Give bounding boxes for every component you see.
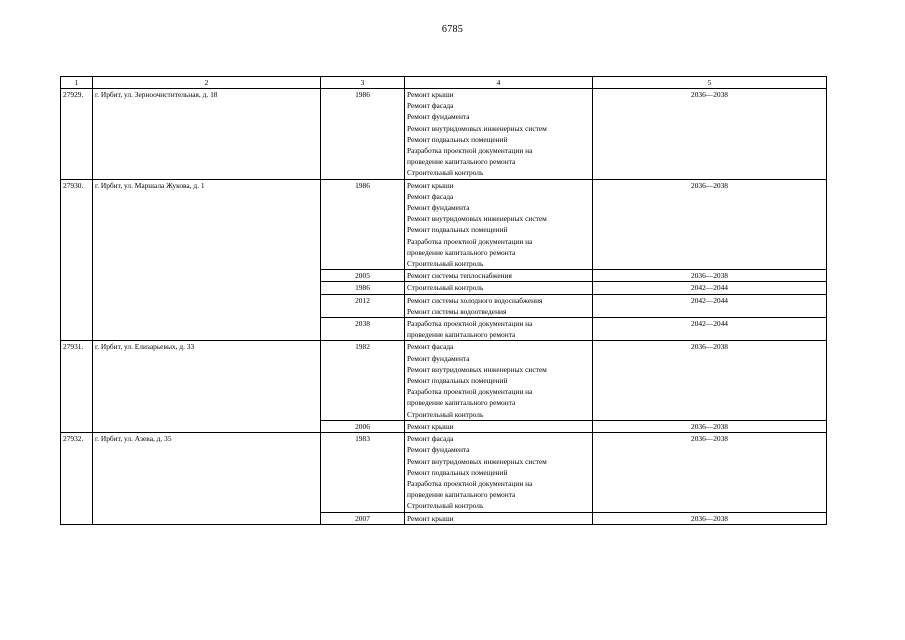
work-item: проведение капитального ремонта [407, 330, 516, 340]
work-item: Разработка проектной документации на [407, 387, 533, 397]
work-item: проведение капитального ремонта [407, 490, 516, 500]
work-item: Ремонт подвальных помещений [407, 134, 508, 144]
work-item: Ремонт фасада [407, 342, 454, 352]
period-cell: 2042—2044 [593, 318, 827, 341]
work-item: Разработка проектной документации на [407, 146, 533, 156]
building-number: 27930. [61, 179, 93, 341]
work-item: Строительный контроль [407, 168, 484, 178]
work-item: Ремонт крыши [407, 513, 454, 523]
period-cell: 2036—2038 [593, 512, 827, 524]
page-number: 6785 [441, 24, 464, 35]
work-item: Ремонт фундамента [407, 203, 470, 213]
column-header: 3 [321, 77, 405, 89]
period-cell: 2042—2044 [593, 294, 827, 317]
column-header: 4 [405, 77, 593, 89]
works-cell [405, 420, 593, 432]
work-item: Ремонт внутридомовых инженерных систем [407, 214, 547, 224]
work-item: Ремонт фундамента [407, 112, 470, 122]
work-item: Ремонт крыши [407, 180, 454, 190]
works-cell [405, 512, 593, 524]
work-item: Ремонт фундамента [407, 353, 470, 363]
work-item: Разработка проектной документации на [407, 478, 533, 488]
period-cell: 2042—2044 [593, 282, 827, 294]
period-cell: 2036—2038 [593, 341, 827, 420]
column-header: 2 [93, 77, 321, 89]
work-item: проведение капитального ремонта [407, 398, 516, 408]
works-cell [405, 270, 593, 282]
work-item: Строительный контроль [407, 501, 484, 511]
year-cell: 1986 [321, 282, 405, 294]
building-number: 27932. [61, 433, 93, 525]
work-item: Ремонт крыши [407, 90, 454, 99]
work-item: Разработка проектной документации на [407, 236, 533, 246]
building-number: 27931. [61, 341, 93, 433]
work-item: Ремонт фасада [407, 191, 454, 201]
works-cell [405, 341, 593, 420]
work-item: Строительный контроль [407, 283, 484, 293]
column-header: 5 [593, 77, 827, 89]
building-address: г. Ирбит, ул. Маршала Жукова, д. 1 [93, 179, 321, 341]
year-cell: 1983 [321, 433, 405, 512]
work-item: Ремонт фасада [407, 101, 454, 111]
work-item: Ремонт внутридомовых инженерных систем [407, 364, 547, 374]
works-cell [405, 89, 593, 180]
building-address: г. Ирбит, ул. Елизарьевых, д. 33 [93, 341, 321, 433]
table-row [61, 341, 827, 420]
year-cell: 2012 [321, 294, 405, 317]
works-cell [405, 433, 593, 512]
period-cell: 2036—2038 [593, 179, 827, 270]
works-cell [405, 318, 593, 341]
column-number-row [61, 77, 827, 89]
building-address: г. Ирбит, ул. Азева, д. 35 [93, 433, 321, 525]
period-cell: 2036—2038 [593, 433, 827, 512]
period-cell: 2036—2038 [593, 270, 827, 282]
table-row [61, 89, 827, 180]
work-item: Ремонт фундамента [407, 445, 470, 455]
building-number: 27929. [61, 89, 93, 180]
year-cell: 2038 [321, 318, 405, 341]
year-cell: 2006 [321, 420, 405, 432]
work-item: Ремонт внутридомовых инженерных систем [407, 123, 547, 133]
work-item: Ремонт внутридомовых инженерных систем [407, 456, 547, 466]
work-item: Ремонт крыши [407, 421, 454, 431]
work-item: проведение капитального ремонта [407, 157, 516, 167]
work-item: Ремонт системы холодного водоснабжения [407, 295, 543, 305]
column-header: 1 [61, 77, 93, 89]
work-item: Разработка проектной документации на [407, 319, 533, 329]
works-cell [405, 282, 593, 294]
work-item: Ремонт подвальных помещений [407, 467, 508, 477]
period-cell: 2036—2038 [593, 89, 827, 180]
work-item: Ремонт подвальных помещений [407, 376, 508, 386]
year-cell: 1986 [321, 179, 405, 270]
year-cell: 2007 [321, 512, 405, 524]
table-body [61, 89, 827, 525]
building-address: г. Ирбит, ул. Зерноочистительная, д. 18 [93, 89, 321, 180]
works-cell [405, 179, 593, 270]
table-row [61, 433, 827, 512]
work-item: Ремонт фасада [407, 434, 454, 444]
work-item: Строительный контроль [407, 259, 484, 269]
year-cell: 1986 [321, 89, 405, 180]
work-item: проведение капитального ремонта [407, 247, 516, 257]
table-row [61, 179, 827, 270]
year-cell: 1982 [321, 341, 405, 420]
work-item: Ремонт системы водоотведения [407, 306, 507, 316]
period-cell: 2036—2038 [593, 420, 827, 432]
repair-schedule-table [60, 76, 827, 525]
work-item: Ремонт системы теплоснабжения [407, 271, 512, 281]
works-cell [405, 294, 593, 317]
year-cell: 2005 [321, 270, 405, 282]
work-item: Ремонт подвальных помещений [407, 225, 508, 235]
work-item: Строительный контроль [407, 409, 484, 419]
